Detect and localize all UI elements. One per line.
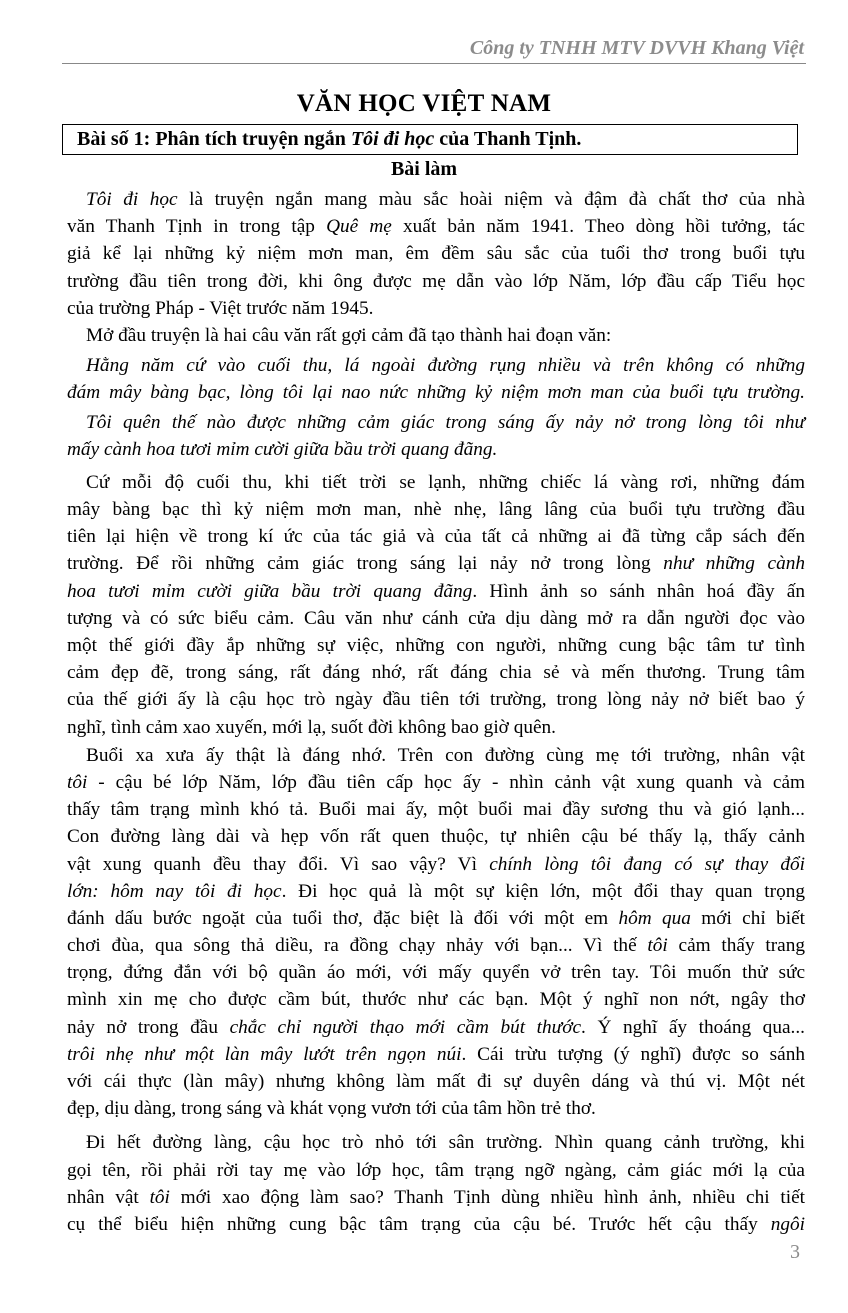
text-line	[67, 1184, 805, 1211]
essay-body	[67, 186, 805, 1238]
text-run: nghĩ, tình cảm xao xuyến, mới lạ, suốt đời không bao giờ quên.	[67, 716, 556, 738]
text-run: Đi hết đường làng, cậu học trò nhỏ tới sân trường. Nhìn quang cảnh trường, khi	[86, 1132, 805, 1154]
text-line	[67, 578, 805, 605]
text-run: Tôi quên thế nào được những cảm giác trong sáng ấy nảy nở trong lòng tôi như	[86, 411, 805, 433]
text-line	[67, 213, 805, 240]
text-line	[67, 851, 805, 878]
text-line	[67, 240, 805, 267]
paragraph	[67, 1129, 805, 1238]
assignment-work: Tôi đi học	[350, 128, 435, 150]
text-line	[67, 686, 805, 713]
text-run: đánh dấu bước ngoặt của tuổi thơ, đặc biệt là đối với một em	[67, 907, 619, 929]
paragraph	[67, 352, 805, 406]
italic-text: hoa tươi mỉm cười giữa bầu trời quang đãng	[67, 580, 473, 602]
text-line	[67, 659, 805, 686]
text-run: của trường Pháp - Việt trước năm 1945.	[67, 297, 374, 319]
text-run: chơi đùa, qua sông thả diều, ra đồng chạy nhảy với bạn... Vì thế	[67, 935, 648, 957]
text-line	[67, 1157, 805, 1184]
italic-text: trôi nhẹ như một làn mây lướt trên ngọn núi	[67, 1043, 462, 1065]
text-line	[67, 1014, 805, 1041]
assignment-box	[62, 124, 798, 155]
text-run: trọng, đứng đắn với bộ quần áo mới, với mấy quyển vở trên tay. Tôi muốn thử sức	[67, 962, 805, 984]
italic-text: tôi	[149, 1186, 170, 1208]
text-line	[67, 1095, 805, 1122]
text-run: với cái thực (làn mây) nhưng không làm mất đi sự duyên dáng và thú vị. Một nét	[67, 1071, 805, 1092]
text-line	[67, 605, 805, 632]
text-run: trường đầu tiên trong đời, khi ông được mẹ dẫn vào lớp Năm, lớp đầu cấp Tiểu học	[67, 270, 805, 292]
running-header: Công ty TNHH MTV DVVH Khang Việt	[469, 37, 804, 59]
text-run: nhân vật	[67, 1186, 150, 1208]
text-run: mới xao động làm sao? Thanh Tịnh dùng nhiều hình ảnh, nhiều chi tiết	[169, 1186, 805, 1208]
text-line	[67, 632, 805, 659]
italic-text: tôi	[647, 935, 668, 957]
text-line	[67, 186, 805, 213]
text-line	[67, 268, 805, 295]
text-run: văn Thanh Tịnh in trong tập	[67, 216, 327, 238]
text-line	[67, 523, 805, 550]
page-number: 3	[790, 1241, 800, 1263]
text-line	[67, 322, 805, 349]
text-run: mới chỉ biết	[690, 907, 805, 929]
text-run: xuất bản năm 1941. Theo dòng hồi tưởng, tác	[391, 216, 805, 238]
assignment-suffix: của Thanh Tịnh.	[434, 128, 582, 150]
text-line	[67, 1041, 805, 1068]
text-run: mấy cành hoa tươi mỉm cười giữa bầu trời quang đãng.	[67, 438, 498, 460]
text-run: mình xin mẹ cho được cầm bút, thước như các bạn. Một ý nghĩ non nớt, ngây thơ	[67, 989, 805, 1011]
text-line	[67, 352, 805, 379]
text-run: đẹp, dịu dàng, trong sáng và khát vọng vươn tới của tâm hồn trẻ thơ.	[67, 1098, 596, 1120]
italic-text: Tôi đi học	[86, 189, 178, 210]
text-line	[67, 1068, 805, 1095]
text-line	[67, 769, 805, 796]
text-line	[67, 714, 805, 741]
paragraph	[67, 742, 805, 1123]
italic-text: tôi	[67, 771, 88, 793]
text-run: đám mây bàng bạc, lòng tôi lại nao nức những kỷ niệm mơn man của buổi tựu trường.	[67, 382, 805, 404]
text-line	[67, 905, 805, 932]
italic-text: lớn: hôm nay tôi đi học	[67, 880, 282, 902]
text-line	[67, 469, 805, 496]
page-title: VĂN HỌC VIỆT NAM	[296, 90, 552, 117]
text-run: . Ý nghĩ ấy thoáng qua...	[581, 1016, 805, 1038]
text-run: một thế giới đầy ắp những sự việc, những con người, những cung bậc tâm tư tình	[67, 635, 805, 656]
text-line	[67, 1211, 805, 1238]
paragraph	[67, 469, 805, 741]
text-run: Buổi xa xưa ấy thật là đáng nhớ. Trên con đường cùng mẹ tới trường, nhân vật	[86, 744, 805, 766]
text-run: mây bàng bạc thì kỷ niệm mơn man, nhè nhẹ, lâng lâng của buổi tựu trường đầu	[67, 499, 805, 521]
section-subtitle: Bài làm	[390, 158, 458, 180]
paragraph	[67, 186, 805, 322]
text-line	[67, 986, 805, 1013]
text-line	[67, 742, 805, 769]
text-line	[67, 436, 805, 463]
text-line	[67, 932, 805, 959]
italic-text: chắc chỉ người thạo mới cầm bút thước	[229, 1016, 582, 1038]
text-run: cảm đẹp đẽ, trong sáng, rất đáng nhớ, rất đáng chia sẻ và mến thương. Trung tâm	[67, 662, 805, 684]
text-run: trường. Để rồi những cảm giác trong sáng lại nảy nở trong lòng	[67, 553, 664, 575]
text-line	[67, 823, 805, 850]
text-run: cụ thể biểu hiện những cung bậc tâm trạng của cậu bé. Trước hết cậu thấy	[67, 1213, 771, 1235]
text-run: . Cái trừu tượng (ý nghĩ) được so sánh	[461, 1043, 806, 1065]
text-run: là truyện ngắn mang màu sắc hoài niệm và đậm đà chất thơ của nhà	[177, 189, 805, 210]
text-run: thấy tâm trạng mình khó tả. Buổi mai ấy, một buổi mai đầy sương thu và gió lạnh...	[67, 799, 805, 821]
text-line	[67, 796, 805, 823]
text-run: tượng và có sức biểu cảm. Câu văn như cánh cửa dịu dàng mở ra dẫn người đọc vào	[67, 607, 805, 629]
text-run: vật xung quanh đều thay đổi. Vì sao vậy? Vì	[67, 853, 490, 875]
text-run: tiên lại hiện về trong kí ức của tác giả và của tất cả những ai đã từng cắp sách đến	[67, 526, 805, 548]
italic-text: ngôi	[770, 1213, 805, 1235]
text-line	[67, 1129, 805, 1156]
text-line	[67, 550, 805, 577]
text-run: của thế giới ấy là cậu học trò ngày đầu tiên tới trường, trong lòng nảy nở biết bao ý	[67, 689, 805, 711]
text-run: Hằng năm cứ vào cuối thu, lá ngoài đường rụng nhiều và trên không có những	[86, 355, 805, 377]
text-run: - cậu bé lớp Năm, lớp đầu tiên cấp học ấy - nhìn cảnh vật xung quanh và cảm	[87, 771, 805, 793]
italic-text: hôm qua	[618, 907, 691, 929]
text-run: Cứ mỗi độ cuối thu, khi tiết trời se lạnh, những chiếc lá vàng rơi, những đám	[86, 471, 805, 493]
text-run: . Đi học quả là một sự kiện lớn, một đổi thay quan trọng	[281, 880, 805, 902]
header-rule	[62, 63, 806, 64]
text-line	[67, 878, 805, 905]
text-line	[67, 379, 805, 406]
italic-text: như những cành	[663, 553, 805, 575]
text-run: Mở đầu truyện là hai câu văn rất gợi cảm đã tạo thành hai đoạn văn:	[86, 324, 612, 346]
text-run: cảm thấy trang	[667, 935, 805, 957]
text-line	[67, 409, 805, 436]
text-run: . Hình ảnh so sánh nhân hoá đầy ấn	[472, 580, 805, 602]
italic-text: chính lòng tôi đang có sự thay đổi	[489, 853, 806, 875]
paragraph	[67, 322, 805, 349]
text-run: Con đường làng dài và hẹp vốn rất quen thuộc, tự nhiên cậu bé thấy lạ, thấy cảnh	[67, 826, 805, 848]
text-run: giả kể lại những kỷ niệm mơn man, êm đềm sâu sắc của tuổi thơ trong buổi tựu	[67, 243, 805, 265]
assignment-prefix: Bài số 1: Phân tích truyện ngắn	[77, 128, 351, 150]
text-line	[67, 295, 805, 322]
text-line	[67, 959, 805, 986]
text-line	[67, 496, 805, 523]
text-run: gọi tên, rồi phải rời tay mẹ vào lớp học, tâm trạng ngỡ ngàng, cảm giác mới lạ của	[67, 1159, 805, 1181]
paragraph	[67, 409, 805, 463]
text-run: nảy nở trong đầu	[67, 1016, 230, 1038]
italic-text: Quê mẹ	[326, 216, 392, 238]
